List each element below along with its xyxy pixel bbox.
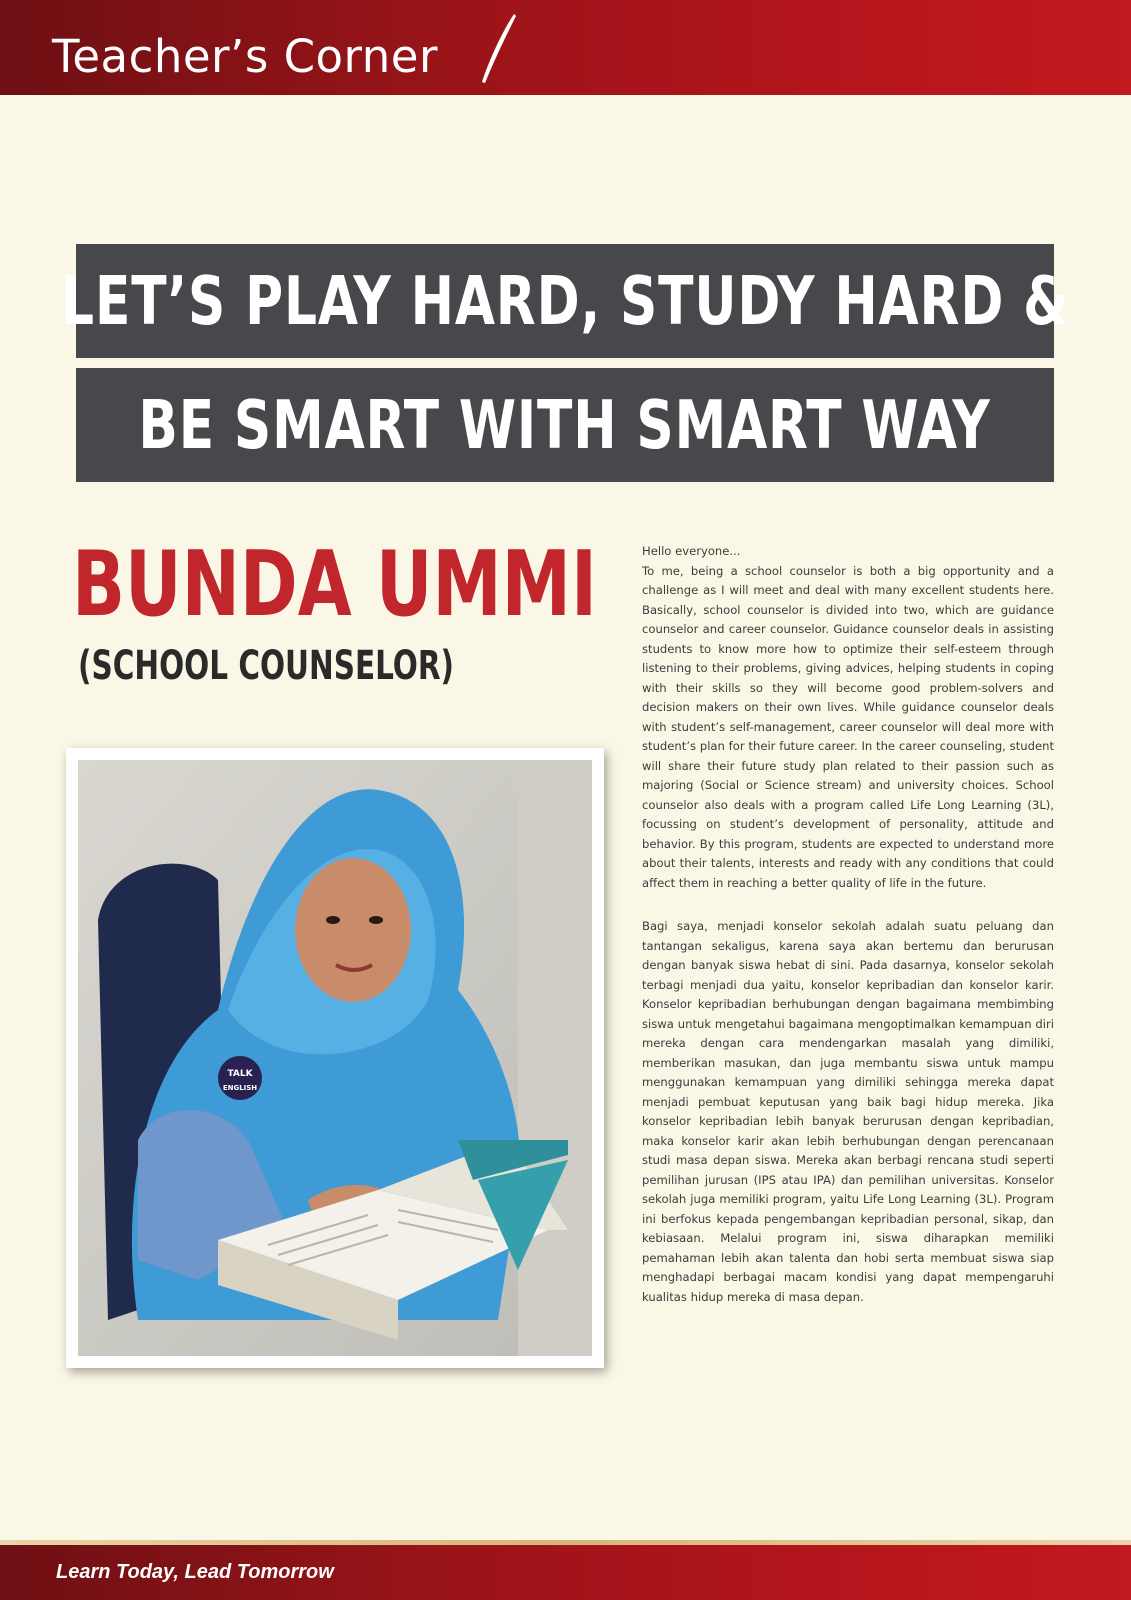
badge-text-2: ENGLISH: [222, 1084, 258, 1092]
headline-bar-2: [76, 368, 1054, 482]
profile-photo: [66, 748, 604, 1368]
badge-text-1: TALK: [227, 1069, 253, 1079]
page-footer: [0, 1545, 1131, 1600]
article-paragraph-indonesian: Bagi saya, menjadi konselor sekolah adalah suatu peluang dan tantangan sekaligus, karena saya akan bertemu dan berurusan dengan banyak siswa hebat di sini. Pada dasarnya, konselor sekolah terbagi menjadi dua yaitu, konselor kepribadian dan konselor karir. Konselor kepribadian berhubungan dengan bagaimana membimbing siswa untuk mengetahui bagaimana mengoptimalkan kemampuan diri mereka dengan cara mendengarkan masalah yang dimiliki, memberikan masukan, dan juga membantu siswa untuk mampu menggunakan kemampuan yang dimiliki sehingga mereka dapat menjadi pembuat keputusan yang baik bagi hidup mereka. Jika konselor kepribadian lebih banyak berurusan dengan kepribadian, maka konselor karir akan lebih berhubungan dengan perencanaan studi masa depan siswa. Mereka akan berbagi rencana studi seperti pemilihan jurusan (IPS atau IPA) dan pemilihan universitas. Konselor sekolah juga memiliki program, yaitu Life Long Learning (3L). Program ini berfokus kepada pengembangan kepribadian personal, sikap, dan kebiasaan. Melalui program ini, siswa diharapkan memiliki pemahaman lebih akan talenta dan hobi serta membuat siswa siap menghadapi berbagai macam kondisi yang dapat mempengaruhi kualitas hidup mereka di masa depan.: [642, 919, 1054, 1304]
headline-line-2: BE SMART WITH SMART WAY: [138, 386, 992, 464]
article-body: [642, 542, 1054, 1307]
headline-bar-1: [60, 244, 1070, 358]
photo-illustration: [78, 760, 592, 1356]
article-greeting: Hello everyone...: [642, 544, 741, 558]
profile-role: (SCHOOL COUNSELOR): [78, 643, 455, 689]
footer-tagline: Learn Today, Lead Tomorrow: [56, 1561, 334, 1583]
article-paragraph-english: To me, being a school counselor is both a big opportunity and a challenge as I will meet and deal with many excellent students here. Basically, school counselor is divided into two, which are guidance counselor and career counselor. Guidance counselor deals in assisting students to know more how to optimize their self-esteem through listening to their problems, giving advices, helping students in coping with their skills so they will become good problem-solvers and decision makers on their own lives. While guidance counselor deals with student’s self-management, career counselor will deal more with student’s plan for their future career. In the career counseling, student will share their future study plan related to their passion such as majoring (Social or Science stream) and university choices. School counselor also deals with a program called Life Long Learning (3L), focussing on student’s development of personality, attitude and behavior. By this program, students are expected to understand more about their talents, interests and ready with any conditions that could affect them in reaching a better quality of life in the future.: [642, 563, 1054, 890]
section-title: Teacher’s Corner: [52, 30, 438, 83]
headline-line-1: LET’S PLAY HARD, STUDY HARD &: [60, 262, 1070, 340]
page-header: [0, 0, 1131, 95]
quill-icon: [478, 12, 518, 86]
profile-name: BUNDA UMMI: [72, 532, 597, 637]
